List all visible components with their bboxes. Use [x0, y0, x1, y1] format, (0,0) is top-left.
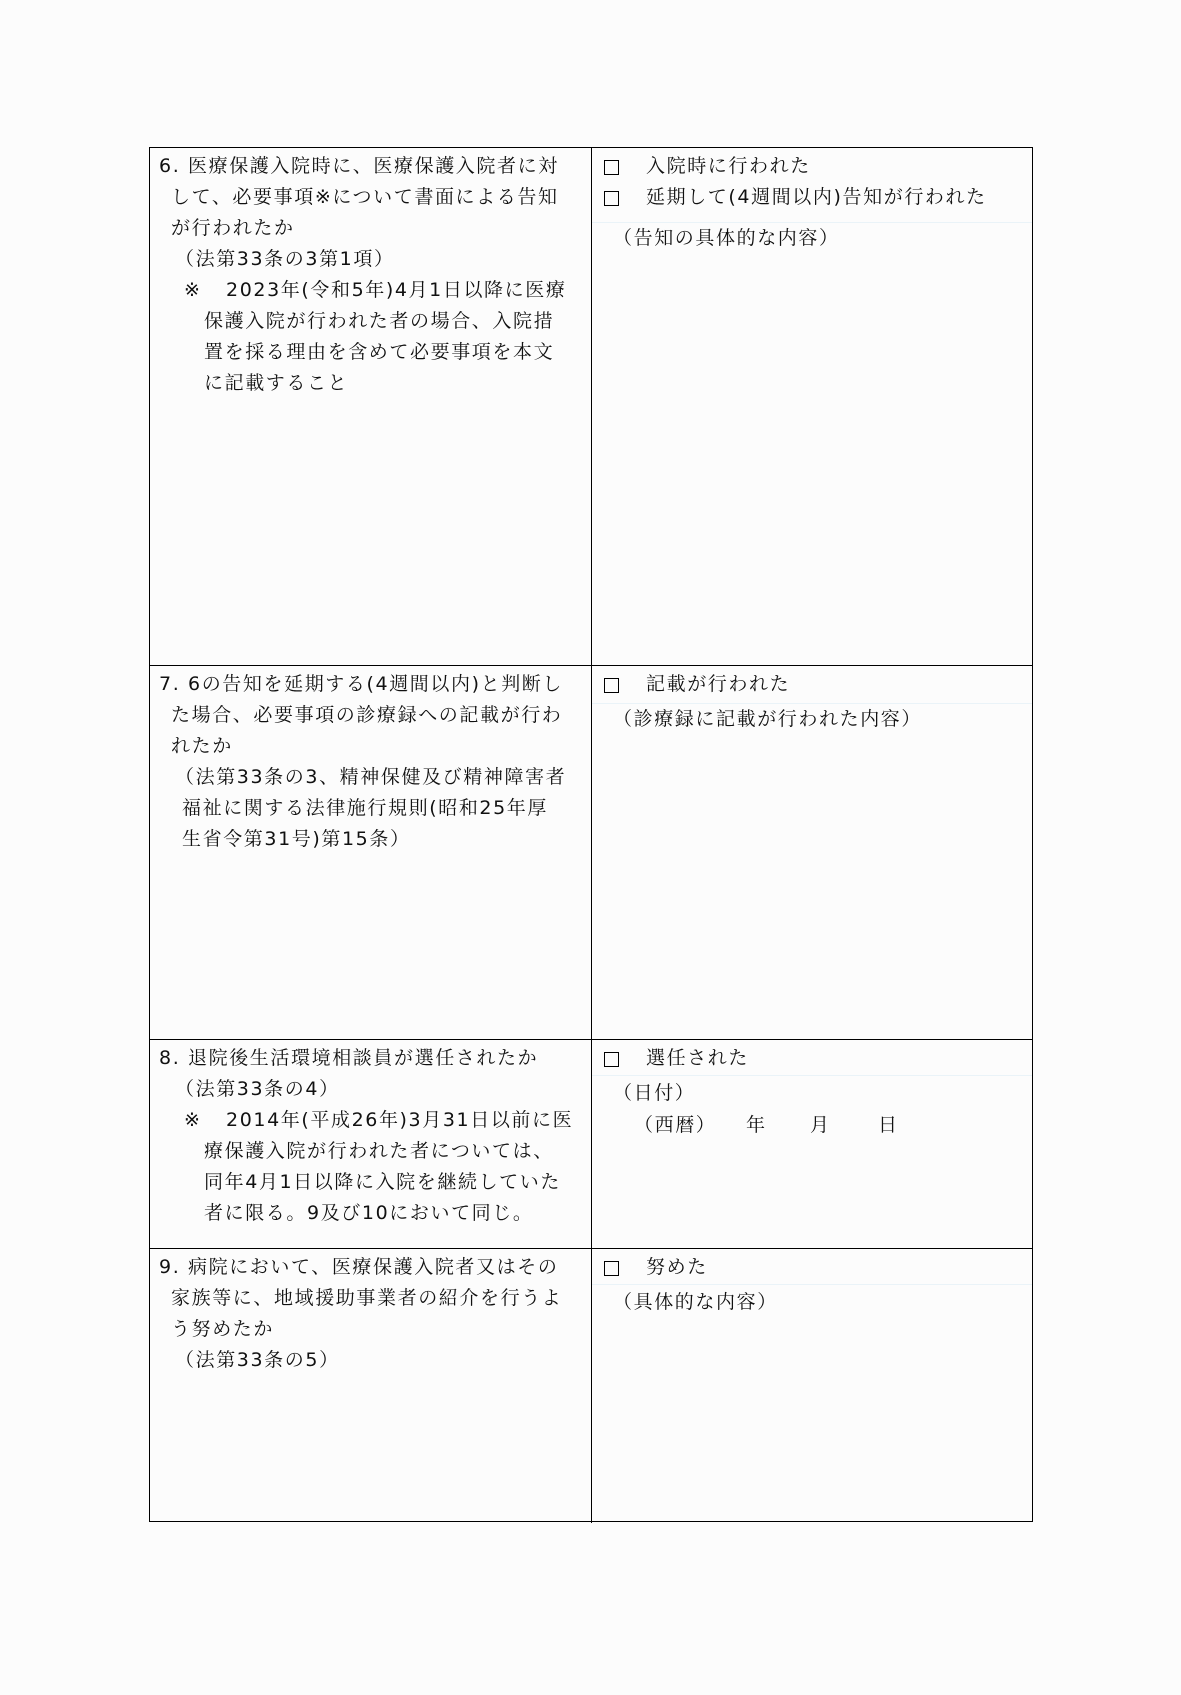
- row-9: [150, 1249, 1032, 1523]
- note-line: 2023年(令和5年)4月1日以降に医療: [226, 279, 567, 301]
- question-line: 医療保護入院時に、医療保護入院者に対: [188, 155, 559, 177]
- divider: [592, 1075, 1032, 1076]
- note-mark: ※: [184, 279, 202, 301]
- question-line: 退院後生活環境相談員が選任されたか: [188, 1047, 539, 1069]
- note-line: 2014年(平成26年)3月31日以前に医: [226, 1109, 574, 1131]
- date-label: （日付）: [613, 1082, 696, 1104]
- detail-label: （具体的な内容）: [613, 1291, 778, 1313]
- question-line: 家族等に、地域援助事業者の紹介を行うよ: [171, 1287, 563, 1309]
- checkbox-endeavored[interactable]: [604, 1261, 619, 1276]
- question-line: れたか: [171, 735, 233, 757]
- row-number: 9.: [159, 1256, 181, 1278]
- row-6: [150, 148, 1032, 666]
- row-7-question-cell: [150, 666, 592, 1039]
- checkbox-label: 延期して(4週間以内)告知が行われた: [646, 186, 987, 208]
- checklist-table: [149, 147, 1033, 1522]
- row-7: [150, 666, 1032, 1040]
- question-line: 病院において、医療保護入院者又はその: [188, 1256, 559, 1278]
- checkbox-admitted-notice[interactable]: [604, 160, 619, 175]
- checkbox-label: 選任された: [646, 1047, 750, 1069]
- row-8: [150, 1040, 1032, 1249]
- row-8-answer-cell: [592, 1040, 1032, 1248]
- checkbox-delayed-notice[interactable]: [604, 191, 619, 206]
- row-number: 7.: [159, 673, 181, 695]
- note-mark: ※: [184, 1109, 202, 1131]
- note-line: 保護入院が行われた者の場合、入院措: [204, 310, 555, 332]
- row-9-answer-cell: [592, 1249, 1032, 1523]
- legal-reference: 生省令第31号)第15条）: [182, 828, 411, 850]
- legal-reference: （法第33条の3、精神保健及び精神障害者: [175, 766, 567, 788]
- row-6-answer-cell: [592, 148, 1032, 665]
- row-7-answer-cell: [592, 666, 1032, 1039]
- row-6-question-cell: [150, 148, 592, 665]
- detail-label: （告知の具体的な内容）: [613, 227, 840, 249]
- row-number: 8.: [159, 1047, 181, 1069]
- note-line: 同年4月1日以降に入院を継続していた: [204, 1171, 561, 1193]
- question-line: た場合、必要事項の診療録への記載が行わ: [171, 704, 563, 726]
- legal-reference: （法第33条の5）: [175, 1349, 340, 1371]
- question-line: して、必要事項※について書面による告知: [171, 186, 559, 208]
- checkbox-label: 記載が行われた: [646, 673, 791, 695]
- note-line: 者に限る。9及び10において同じ。: [204, 1202, 534, 1224]
- question-line: う努めたか: [171, 1318, 275, 1340]
- year-unit: 年: [746, 1114, 767, 1136]
- legal-reference: 福祉に関する法律施行規則(昭和25年厚: [182, 797, 548, 819]
- checkbox-label: 入院時に行われた: [646, 155, 811, 177]
- legal-reference: （法第33条の4）: [175, 1078, 340, 1100]
- legal-reference: （法第33条の3第1項）: [175, 248, 395, 270]
- date-era-label: （西暦）: [634, 1114, 717, 1136]
- month-unit: 月: [810, 1114, 831, 1136]
- question-line: 6の告知を延期する(4週間以内)と判断し: [188, 673, 564, 695]
- note-line: に記載すること: [204, 372, 349, 394]
- row-number: 6.: [159, 155, 181, 177]
- row-9-question-cell: [150, 1249, 592, 1523]
- row-8-question-cell: [150, 1040, 592, 1248]
- divider: [592, 222, 1032, 223]
- day-unit: 日: [878, 1114, 899, 1136]
- divider: [592, 703, 1032, 704]
- checkbox-appointed[interactable]: [604, 1052, 619, 1067]
- divider: [592, 1284, 1032, 1285]
- note-line: 置を採る理由を含めて必要事項を本文: [204, 341, 555, 363]
- question-line: が行われたか: [171, 217, 295, 239]
- note-line: 療保護入院が行われた者については、: [204, 1140, 554, 1162]
- checkbox-label: 努めた: [646, 1256, 708, 1278]
- detail-label: （診療録に記載が行われた内容）: [613, 708, 923, 730]
- checkbox-recorded[interactable]: [604, 678, 619, 693]
